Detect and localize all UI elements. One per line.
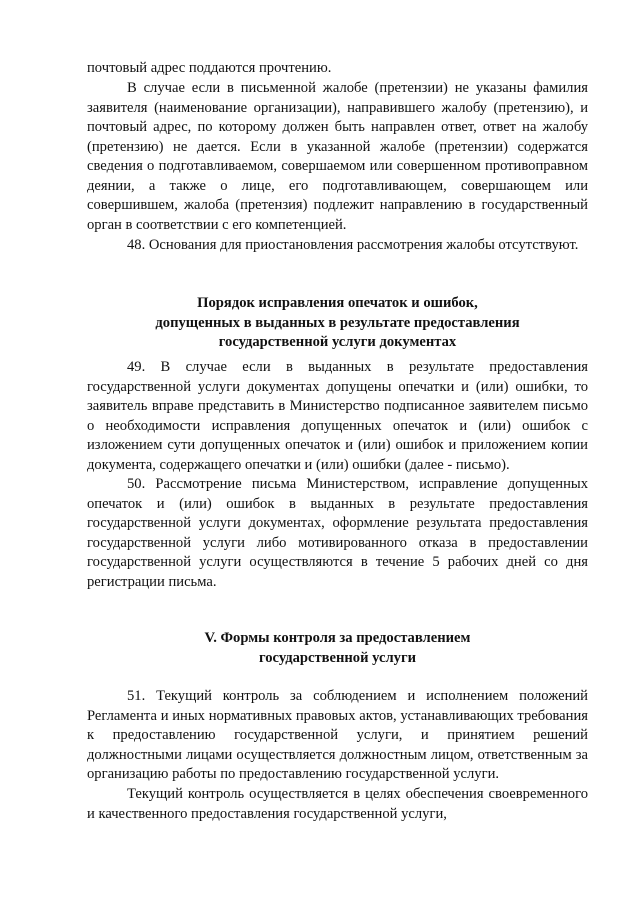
heading-control-line-2: государственной услуги xyxy=(258,649,417,666)
heading-typos-line-3: государственной услуги документах xyxy=(218,334,457,350)
paragraph-continuation: почтовый адрес поддаются прочтению. xyxy=(87,60,332,76)
heading-typos-line-2: допущенных в выданных в результате предоставления xyxy=(155,314,520,331)
paragraph-49: 49. В случае если в выданных в результате предоставления государственной услуги документах допущены опечатки и (или) ошибки, то заявитель вправе представить в Министерство подписанное заявителем письмо о необходимости исправления допущенных опечаток и (или) ошибок с изложением сути допущенных опечаток и (или) ошибок и приложением копии документа, содержащего опечатки и (или) ошибки (далее - письмо). xyxy=(87,359,588,473)
heading-typos-line-1: Порядок исправления опечаток и ошибок, xyxy=(197,295,478,311)
section-heading-control xyxy=(87,629,588,668)
paragraph-50: 50. Рассмотрение письма Министерством, исправление допущенных опечаток и (или) ошибок в выданных в результате предоставления государственной услуги документах, оформление результата предоставления государственной услуги либо мотивированного отказа в предоставлении государственной услуги осуществляются в течение 5 рабочих дней со дня регистрации письма. xyxy=(87,476,588,590)
heading-control-line-1: V. Формы контроля за предоставлением xyxy=(204,630,471,646)
section-heading-typos xyxy=(87,294,588,353)
paragraph-48: 48. Основания для приостановления рассмотрения жалобы отсутствуют. xyxy=(127,237,579,253)
paragraph-no-name-complaint: В случае если в письменной жалобе (претензии) не указаны фамилия заявителя (наименование организации), направившего жалобу (претензию), и почтовый адрес, по которому должен быть направлен ответ, ответ на жалобу (претензию) не дается. Если в указанной жалобе (претензии) содержатся сведения о подготавливаемом, совершаемом или совершенном противоправном деянии, а также о лице, его подготавливающем, совершающем или совершившем, жалоба (претензия) подлежит направлению в государственный орган в соответствии с его компетенцией. xyxy=(87,80,588,233)
paragraph-current-control: Текущий контроль осуществляется в целях обеспечения своевременного и качественного предоставления государственной услуги, xyxy=(87,786,588,822)
paragraph-51: 51. Текущий контроль за соблюдением и исполнением положений Регламента и иных нормативных правовых актов, устанавливающих требования к предоставлению государственной услуги, и принятием решений должностными лицами осуществляется должностным лицом, ответственным за организацию работы по предоставлению государственной услуги. xyxy=(87,688,588,782)
